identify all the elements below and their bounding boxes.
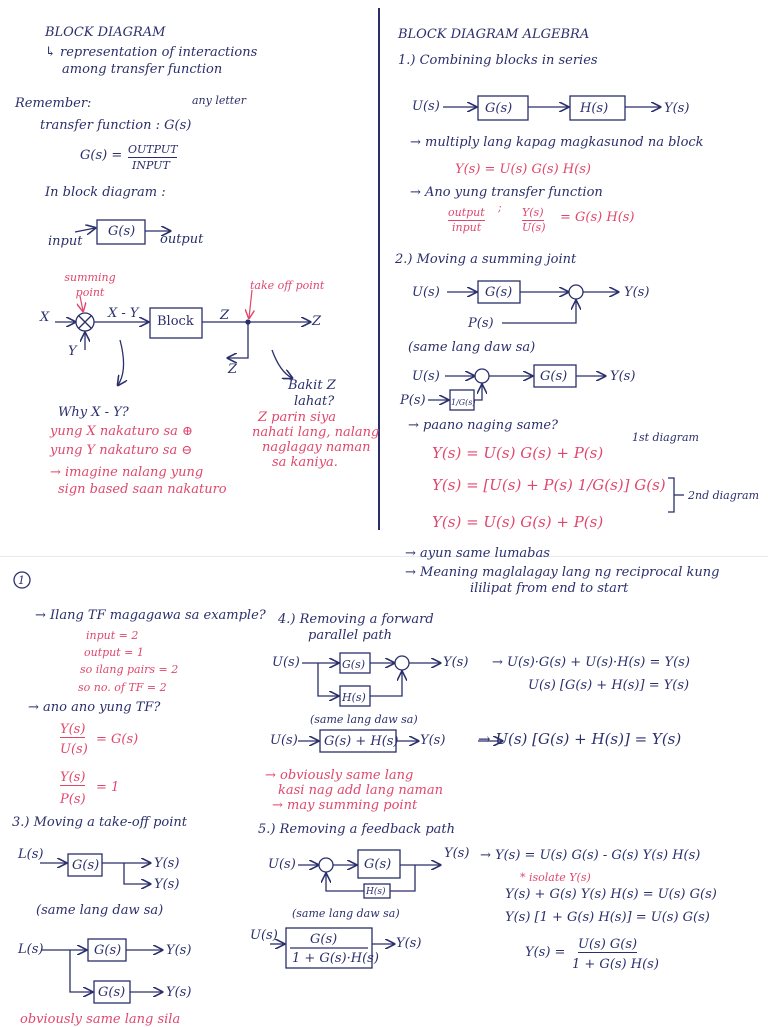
why-note-2: yung Y nakaturo sa ⊖ (50, 443, 193, 458)
s3b-y-label-2: Y(s) (166, 985, 192, 1000)
s2b-g-label: G(s) (540, 369, 568, 384)
remember-label: Remember: (15, 96, 92, 111)
s2b-u-label: U(s) (412, 369, 440, 384)
why-note-3: → imagine nalang yung (50, 465, 204, 480)
s4b-u-label: U(s) (270, 733, 298, 748)
s2-g-label: G(s) (485, 285, 513, 300)
frac2-numerator: Y(s) (60, 770, 86, 785)
why-note-4: sign based saan nakaturo (58, 482, 227, 497)
z-note-2: nahati lang, nalang (252, 425, 380, 440)
summing-point-label: summing point (64, 271, 116, 299)
s1-h-label: H(s) (580, 101, 609, 116)
section-2-title: 2.) Moving a summing joint (395, 252, 577, 267)
obviously-note-2: kasi nag add lang naman (278, 783, 444, 798)
transfer-function-label: transfer function : G(s) (40, 118, 192, 133)
s5-isolate-note: * isolate Y(s) (520, 871, 591, 884)
s5-eq4-numerator: U(s) G(s) (578, 937, 638, 952)
s5-g-label: G(s) (364, 857, 392, 872)
s1-tf-value: = G(s) H(s) (560, 210, 635, 225)
x-minus-y-label: X - Y (108, 306, 139, 321)
s3-y-label-1: Y(s) (154, 856, 180, 871)
definition-line-2: among transfer function (62, 62, 223, 77)
s3-y-label-2: Y(s) (154, 877, 180, 892)
s3-bottom-note: obviously same lang sila (20, 1012, 181, 1027)
output-count: output = 1 (84, 646, 144, 659)
why-question: Why X - Y? (58, 405, 129, 420)
s5-equation-3: Y(s) [1 + G(s) H(s)] = U(s) G(s) (505, 910, 710, 925)
s1-u-den: U(s) (522, 221, 546, 234)
s4-same-note: (same lang daw sa) (310, 713, 418, 726)
section-1-title: 1.) Combining blocks in series (398, 53, 598, 68)
s1-semicolon: ; (498, 201, 502, 214)
s4b-y-label: Y(s) (420, 733, 446, 748)
ayun-note: → ayun same lumabas (405, 546, 550, 561)
pairs-count: so ilang pairs = 2 (80, 663, 179, 676)
s5-h-label: H(s) (366, 887, 386, 897)
s2-y-label: Y(s) (624, 285, 650, 300)
ano-question: → ano ano yung TF? (28, 700, 161, 715)
s2b-y-label: Y(s) (610, 369, 636, 384)
z-note-4: sa kaniya. (272, 455, 338, 470)
s1-y-label: Y(s) (664, 101, 690, 116)
bakit-label: Bakit Z (288, 378, 336, 393)
s3b-g-label-2: G(s) (98, 985, 126, 1000)
s3-u-label: L(s) (18, 847, 44, 862)
s5b-u-label: U(s) (250, 928, 278, 943)
why-note-1: yung X nakaturo sa ⊕ (50, 424, 193, 439)
s3b-u-label: L(s) (18, 942, 44, 957)
block-label: Block (157, 314, 194, 329)
obviously-note-3: → may summing point (272, 798, 418, 813)
s1-equation: Y(s) = U(s) G(s) H(s) (455, 162, 591, 177)
s5b-numerator: G(s) (310, 932, 338, 947)
s4b-gh-label: G(s) + H(s) (324, 734, 399, 749)
s5b-y-label: Y(s) (396, 936, 422, 951)
frac2-value: = 1 (96, 780, 120, 795)
meaning-note-1: → Meaning maglalagay lang ng reciprocal kung (405, 565, 720, 580)
in-block-diagram: In block diagram : (45, 185, 166, 200)
circled-number: 1 (18, 574, 25, 587)
s2-u-label: U(s) (412, 285, 440, 300)
output-numerator: OUTPUT (128, 143, 178, 156)
lahat-label: lahat? (294, 394, 335, 409)
z-note-1: Z parin siya (258, 410, 337, 425)
s5-equation-2: Y(s) + G(s) Y(s) H(s) = U(s) G(s) (505, 887, 717, 902)
s2-same-note: (same lang daw sa) (408, 340, 536, 355)
s1-g-label: G(s) (485, 101, 513, 116)
s5b-denominator: 1 + G(s)·H(s) (292, 951, 379, 966)
page-title: BLOCK DIAGRAM (45, 25, 166, 40)
s3-g-label: G(s) (72, 858, 100, 873)
frac2-denominator: P(s) (60, 792, 86, 807)
equation-3: Y(s) = U(s) G(s) + P(s) (432, 513, 604, 531)
s2b-p-label: P(s) (400, 393, 426, 408)
output-label: output (160, 232, 204, 247)
s3b-y-label-1: Y(s) (166, 943, 192, 958)
s4-u-label: U(s) (272, 655, 300, 670)
x-input-label: X (40, 310, 50, 325)
first-diagram-note: 1st diagram (632, 431, 699, 444)
input-count: input = 2 (86, 629, 139, 642)
z-label-1: Z (220, 308, 230, 323)
s4-equation-1: → U(s)·G(s) + U(s)·H(s) = Y(s) (492, 655, 690, 670)
s4-y-label: Y(s) (443, 655, 469, 670)
s4-equation-3: → U(s) [G(s) + H(s)] = Y(s) (478, 730, 682, 748)
s5-equation-1: → Y(s) = U(s) G(s) - G(s) Y(s) H(s) (480, 848, 701, 863)
frac1-numerator: Y(s) (60, 722, 86, 737)
any-letter-note: any letter (192, 94, 246, 107)
s5-y-label: Y(s) (444, 846, 470, 861)
s5-u-label: U(s) (268, 857, 296, 872)
gs-equation: G(s) = (80, 148, 123, 163)
second-diagram-note: 2nd diagram (688, 489, 760, 502)
s5-equation-4: Y(s) = (525, 945, 566, 960)
definition-line-1: ↳ representation of interactions (45, 45, 258, 60)
y-feedback-label: Y (68, 344, 77, 359)
s5-eq4-denominator: 1 + G(s) H(s) (572, 957, 659, 972)
s1-input-den: input (452, 221, 482, 234)
z-label-2: Z (312, 314, 322, 329)
section-5-title: 5.) Removing a feedback path (258, 822, 456, 837)
s4-g-label: G(s) (342, 658, 366, 671)
frac1-value: = G(s) (96, 732, 139, 747)
s1-output-num: output (448, 206, 485, 219)
s4-equation-2: U(s) [G(s) + H(s)] = Y(s) (528, 678, 690, 693)
section-4-title-2: parallel path (308, 628, 393, 643)
obviously-note-1: → obviously same lang (265, 768, 414, 783)
s2-p-label: P(s) (468, 316, 494, 331)
s1-tf-label: → Ano yung transfer function (410, 185, 603, 200)
frac1-denominator: U(s) (60, 742, 88, 757)
z-label-3: Z (228, 362, 238, 377)
equation-1: Y(s) = U(s) G(s) + P(s) (432, 444, 604, 462)
one-over-g-label: 1/G(s) (451, 398, 476, 407)
section-4-title: 4.) Removing a forward (278, 612, 434, 627)
tf-count: so no. of TF = 2 (78, 681, 167, 694)
input-label: input (48, 234, 83, 249)
s5-same-note: (same lang daw sa) (292, 907, 400, 920)
paano-question: → paano naging same? (408, 418, 559, 433)
input-denominator: INPUT (132, 159, 170, 172)
s3-same-note: (same lang daw sa) (36, 903, 164, 918)
s1-u-label: U(s) (412, 99, 440, 114)
s1-note: → multiply lang kapag magkasunod na block (410, 135, 704, 150)
s1-y-num: Y(s) (522, 206, 544, 219)
block-gs-label: G(s) (108, 224, 136, 239)
meaning-note-2: ililipat from end to start (470, 581, 629, 596)
section-3-title: 3.) Moving a take-off point (12, 815, 187, 830)
take-off-point-label: take off point (250, 279, 325, 292)
s3b-g-label-1: G(s) (94, 943, 122, 958)
tf-question: → Ilang TF magagawa sa example? (35, 608, 266, 623)
equation-2: Y(s) = [U(s) + P(s) 1/G(s)] G(s) (432, 476, 666, 494)
z-note-3: naglagay naman (262, 440, 371, 455)
algebra-title: BLOCK DIAGRAM ALGEBRA (398, 27, 590, 42)
s4-h-label: H(s) (342, 691, 366, 704)
